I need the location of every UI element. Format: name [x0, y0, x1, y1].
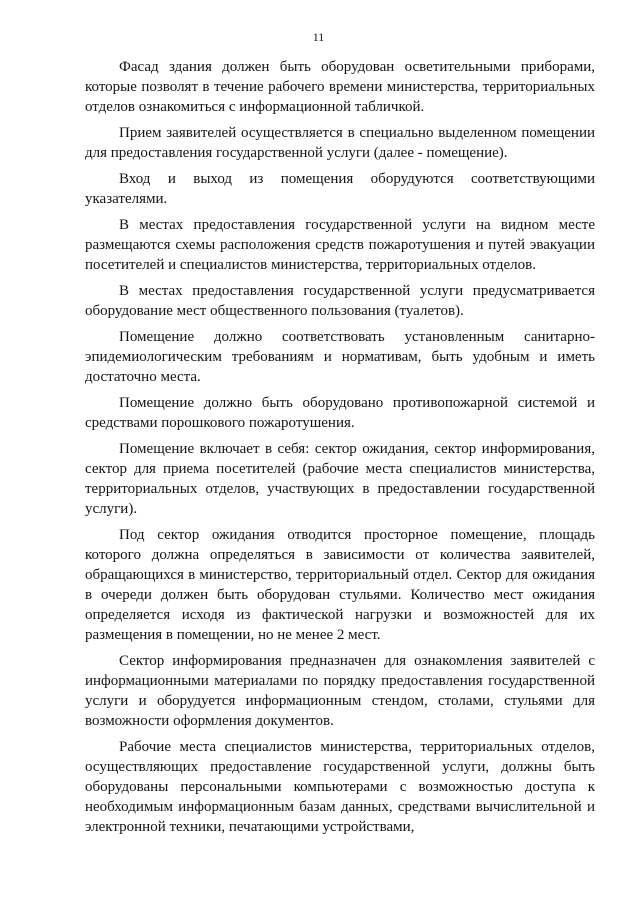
paragraph: Помещение должно соответствовать установленным санитарно-эпидемиологическим требованиям и нормативам, быть удобным и иметь достаточно места.	[85, 329, 595, 385]
paragraph: Вход и выход из помещения оборудуются соответствующими указателями.	[85, 171, 595, 207]
paragraph: Под сектор ожидания отводится просторное помещение, площадь которого должна определяться в зависимости от количества заявителей, обращающихся в министерство, территориальный отдел. Сектор для ожидания в очереди должен быть оборудован стульями. Количество мест ожидания определяется исходя из фактической нагрузки и возможностей для их размещения в помещении, но не менее 2 мест.	[85, 527, 595, 643]
paragraph: Сектор информирования предназначен для ознакомления заявителей с информационными материалами по порядку предоставления государственной услуги и оборудуется информационным стендом, столами, стульями для возможности оформления документов.	[85, 653, 595, 729]
paragraph: Рабочие места специалистов министерства, территориальных отделов, осуществляющих предоставление государственной услуги, должны быть оборудованы персональными компьютерами с возможностью доступа к необходимым информационным базам данных, средствами вычислительной и электронной техники, печатающими устройствами,	[85, 739, 595, 835]
paragraph: Помещение включает в себя: сектор ожидания, сектор информирования, сектор для приема посетителей (рабочие места специалистов министерства, территориальных отделов, участвующих в предоставлении государственной услуги).	[85, 441, 595, 517]
paragraph: В местах предоставления государственной услуги на видном месте размещаются схемы расположения средств пожаротушения и путей эвакуации посетителей и специалистов министерства, территориальных отделов.	[85, 217, 595, 273]
paragraph: Фасад здания должен быть оборудован осветительными приборами, которые позволят в течение рабочего времени министерства, территориальных отделов ознакомиться с информационной табличкой.	[85, 59, 595, 115]
document-body	[85, 57, 595, 843]
page-number: 11	[312, 30, 325, 44]
paragraph: Помещение должно быть оборудовано противопожарной системой и средствами порошкового пожаротушения.	[85, 395, 595, 431]
paragraph: Прием заявителей осуществляется в специально выделенном помещении для предоставления государственной услуги (далее - помещение).	[85, 125, 595, 161]
paragraph: В местах предоставления государственной услуги предусматривается оборудование мест общественного пользования (туалетов).	[85, 283, 595, 319]
